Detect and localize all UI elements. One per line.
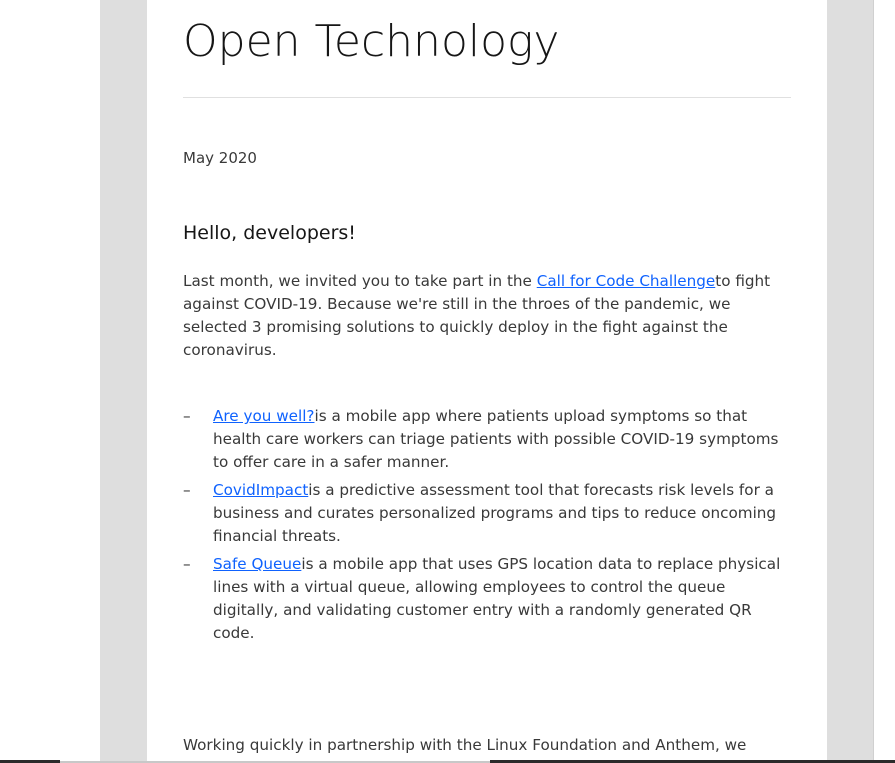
title-divider — [183, 97, 791, 98]
solution-description: is a mobile app that uses GPS location data to replace physical lines with a virtual queue, allowing employees to control the queue digitally, and validating customer entry with a randomly generated QR code. — [213, 555, 781, 642]
issue-date: May 2020 — [183, 149, 257, 167]
intro-text-after: to fight against COVID-19. Because we're still in the throes of the pandemic, we selected 3 promising solutions to quickly deploy in the fight against the coronavirus. — [183, 272, 771, 359]
intro-text-before: Last month, we invited you to take part in the — [183, 272, 537, 290]
safe-queue-link[interactable]: Safe Queue — [213, 555, 302, 573]
list-item — [183, 553, 791, 645]
are-you-well-link[interactable]: Are you well? — [213, 407, 315, 425]
covidimpact-link[interactable]: CovidImpact — [213, 481, 309, 499]
list-dash: – — [183, 481, 191, 499]
list-dash: – — [183, 555, 191, 573]
list-dash: – — [183, 407, 191, 425]
solution-list — [183, 405, 791, 650]
list-item — [183, 479, 791, 548]
newsletter-title: Open Technology — [183, 16, 560, 67]
intro-paragraph — [183, 270, 789, 362]
solution-description: is a mobile app where patients upload symptoms so that health care workers can triage patients with possible COVID-19 symptoms to offer care in a safer manner. — [213, 407, 779, 471]
call-for-code-link[interactable]: Call for Code Challenge — [536, 272, 716, 290]
list-item — [183, 405, 791, 474]
email-card — [147, 0, 827, 763]
solution-description: is a predictive assessment tool that forecasts risk levels for a business and curates personalized programs and tips to reduce oncoming financial threats. — [213, 481, 777, 545]
closing-paragraph: Working quickly in partnership with the Linux Foundation and Anthem, we — [183, 736, 747, 754]
scrollbar-track[interactable] — [873, 0, 895, 763]
greeting-heading: Hello, developers! — [183, 222, 356, 244]
